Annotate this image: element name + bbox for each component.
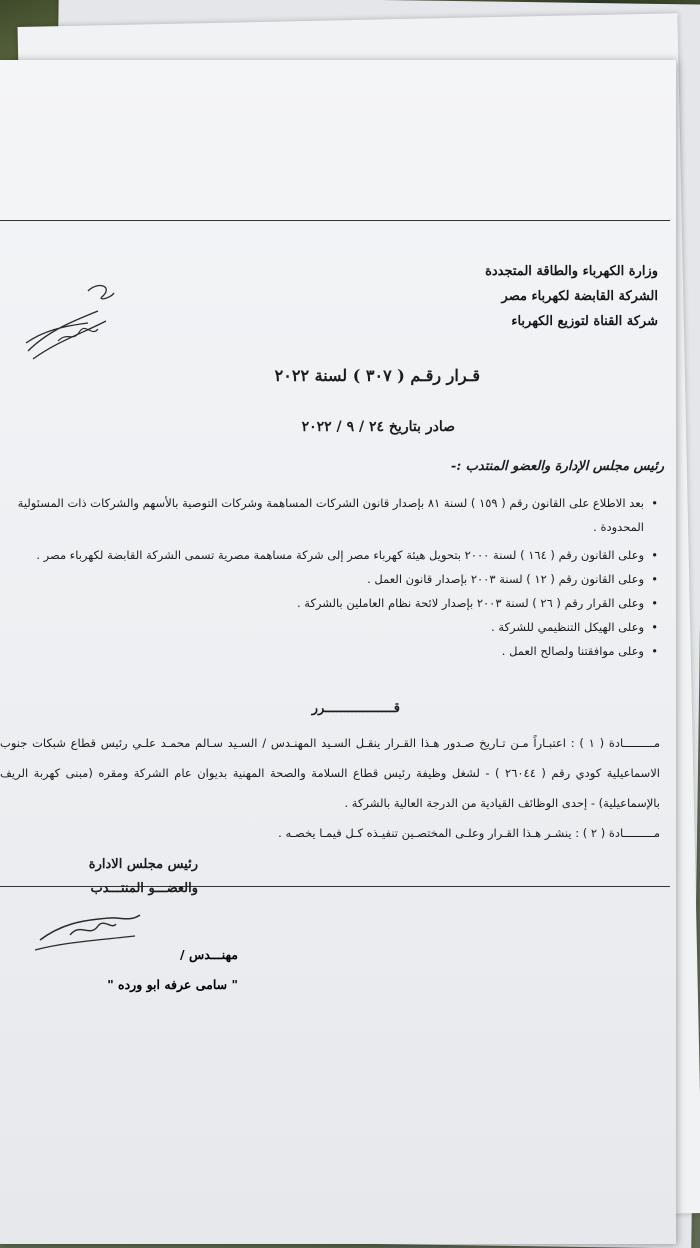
- signoff-block: [0, 853, 198, 901]
- letterhead: [485, 259, 658, 334]
- article-2: مـــــــــادة ( ٢ ) : ينشـر هـذا القـرار وعلـى المختصـين تنفيـذه كـل فيمـا يخصـه .: [278, 826, 660, 840]
- preamble-list: [0, 491, 658, 663]
- articles: [0, 728, 660, 848]
- preamble-item: • وعلى موافقتنا ولصالح العمل .: [0, 639, 658, 663]
- decision-date: صادر بتاريخ ٢٤ / ٩ / ٢٠٢٢: [301, 419, 455, 435]
- engineer-name: " سامى عرفه ابو ورده ": [107, 977, 238, 992]
- handwritten-signature-top: [18, 271, 118, 366]
- signoff-subtitle: والعضـــو المنتـــدب: [90, 881, 198, 896]
- preamble-item: • وعلى القرار رقم ( ٢٦ ) لسنة ٢٠٠٣ بإصدار لائحة نظام العاملين بالشركة .: [0, 591, 658, 615]
- preamble-item: • وعلى القانون رقم ( ١٢ ) لسنة ٢٠٠٣ بإصدار قانون العمل .: [0, 567, 658, 591]
- engineer-signature-block: [18, 940, 238, 1000]
- engineer-prefix: مهنـــدس /: [180, 947, 238, 962]
- preamble-item: • وعلى الهيكل التنظيمي للشركة .: [0, 615, 658, 639]
- signoff-title: رئيس مجلس الادارة: [88, 857, 198, 872]
- decision-title: قـرار رقـم ( ٣٠٧ ) لسنة ٢٠٢٢: [274, 366, 480, 385]
- addressee: رئيس مجلس الإدارة والعضو المنتدب :-: [450, 459, 664, 474]
- document-body: [0, 220, 670, 896]
- ministry-name: وزارة الكهرباء والطاقة المتجددة: [485, 264, 658, 279]
- preamble-item: • بعد الاطلاع على القانون رقم ( ١٥٩ ) لسنة ٨١ بإصدار قانون الشركات المساهمة وشركات التوصية بالأسهم والشركات ذات المسئولية المحدودة .: [0, 491, 658, 539]
- document-paper: [0, 60, 676, 1244]
- preamble-item: • وعلى القانون رقم ( ١٦٤ ) لسنة ٢٠٠٠ بتحويل هيئة كهرباء مصر إلى شركة مساهمة مصرية تسمى الشركة القابضة لكهرباء مصر .: [0, 543, 658, 567]
- holding-company-name: الشركة القابضة لكهرباء مصر: [501, 289, 658, 304]
- article-1: مـــــــــادة ( ١ ) : اعتبـاراً مـن تـاريخ صـدور هـذا القـرار ينقـل السـيد المهنـدس / السـيد سـالم محمـد علـي رئيس قطاع شبكات جنوب الاسماعيلية كودي رقم ( ٢٦٠٤٤ ) - لشغل وظيفة رئيس قطاع السلامة والصحة المهنية بديوان عام الشركة ومقره (مبنى كهربة الريف بالإسماعيلية) - إحدى الوظائف القيادية من الدرجة العالية بالشركة .: [0, 736, 661, 810]
- decides-heading: قــــــــــــــــــرر: [311, 701, 400, 716]
- distribution-company-name: شركة القناة لتوزيع الكهرباء: [511, 314, 658, 329]
